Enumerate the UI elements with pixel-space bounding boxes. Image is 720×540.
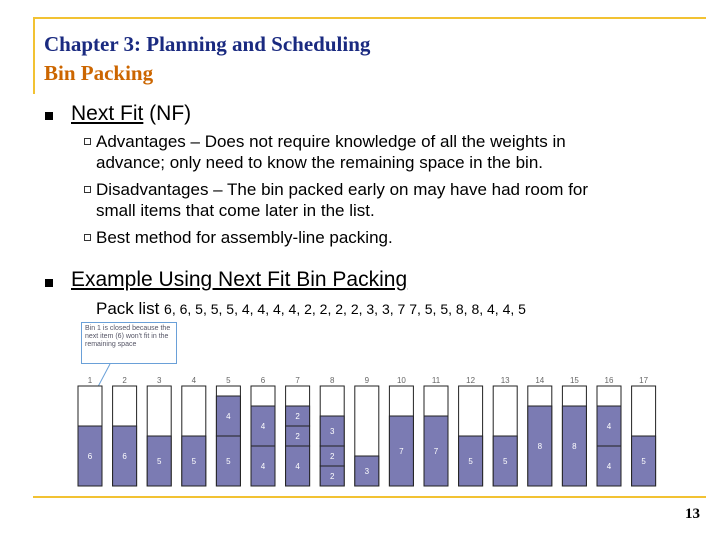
bin-item-label: 4 bbox=[226, 412, 231, 421]
bin-item-label: 2 bbox=[329, 472, 335, 481]
disadvantages-line-2: small items that come later in the list. bbox=[96, 201, 375, 220]
next-fit-link: Next Fit bbox=[71, 102, 144, 125]
next-fit-suffix: (NF) bbox=[143, 102, 192, 125]
title-chapter: Chapter 3: Planning and Scheduling bbox=[44, 32, 371, 56]
bin-item-label: 2 bbox=[295, 412, 300, 421]
bin-item-label: 5 bbox=[641, 457, 646, 466]
bin-label: 3 bbox=[156, 376, 162, 385]
bin-item-label: 6 bbox=[122, 452, 127, 461]
best-method-text: Best method for assembly-line packing. bbox=[96, 228, 393, 247]
bin-label: 1 bbox=[87, 376, 93, 385]
callout-note: Bin 1 is closed because the next item (6) won't fit in the remaining space bbox=[81, 322, 177, 364]
bin-label: 16 bbox=[604, 376, 614, 385]
bin-item-label: 4 bbox=[260, 422, 266, 431]
bin-item-label: 2 bbox=[295, 432, 300, 441]
disadvantages-line-1: Disadvantages – The bin packed early on may have had room for bbox=[96, 180, 589, 199]
bin-label: 14 bbox=[535, 376, 545, 385]
bin-item-label: 5 bbox=[226, 457, 231, 466]
bin-label: 5 bbox=[226, 376, 231, 385]
title-subtitle: Bin Packing bbox=[44, 61, 154, 85]
bin-label: 7 bbox=[295, 376, 300, 385]
bin-label: 2 bbox=[122, 376, 127, 385]
page-number: 13 bbox=[685, 506, 700, 522]
bin-item-label: 2 bbox=[329, 452, 335, 461]
bin-item-label: 8 bbox=[572, 442, 577, 451]
bin-label: 12 bbox=[466, 376, 476, 385]
bin-item-label: 6 bbox=[87, 452, 93, 461]
bin-item-label: 4 bbox=[260, 462, 266, 471]
example-link: Example Using Next Fit Bin Packing bbox=[71, 268, 408, 291]
bin-label: 6 bbox=[260, 376, 266, 385]
frame-bottom-rule bbox=[33, 496, 706, 498]
bin-item-label: 4 bbox=[606, 462, 612, 471]
bin-item-label: 7 bbox=[433, 447, 439, 456]
pack-list-label: Pack list bbox=[96, 299, 165, 318]
bin-item-label: 5 bbox=[156, 457, 162, 466]
bin-item-label: 8 bbox=[537, 442, 543, 451]
bin-label: 15 bbox=[569, 376, 579, 385]
bin-item-label: 3 bbox=[364, 467, 370, 476]
bin-item-label: 4 bbox=[606, 422, 612, 431]
bin-label: 9 bbox=[364, 376, 370, 385]
bin-item-label: 7 bbox=[399, 447, 404, 456]
bin-label: 10 bbox=[396, 376, 406, 385]
bin-item-label: 5 bbox=[468, 457, 473, 466]
bin-item-label: 3 bbox=[329, 427, 335, 436]
bin-label: 11 bbox=[431, 376, 441, 385]
advantages-line-1: Advantages – Does not require knowledge of all the weights in bbox=[96, 132, 566, 151]
bin-item-label: 5 bbox=[191, 457, 197, 466]
pack-list-values: 6, 6, 5, 5, 5, 4, 4, 4, 4, 2, 2, 2, 2, 3, 3, 7 7, 5, 5, 8, 8, 4, 4, 5 bbox=[164, 301, 526, 317]
bin-label: 17 bbox=[639, 376, 649, 385]
bin-label: 8 bbox=[329, 376, 335, 385]
advantages-line-2: advance; only need to know the remaining space in the bin. bbox=[96, 153, 544, 172]
bin-label: 4 bbox=[191, 376, 197, 385]
bin-item-label: 4 bbox=[295, 462, 300, 471]
bin-label: 13 bbox=[500, 376, 510, 385]
bin-item-label: 5 bbox=[502, 457, 508, 466]
